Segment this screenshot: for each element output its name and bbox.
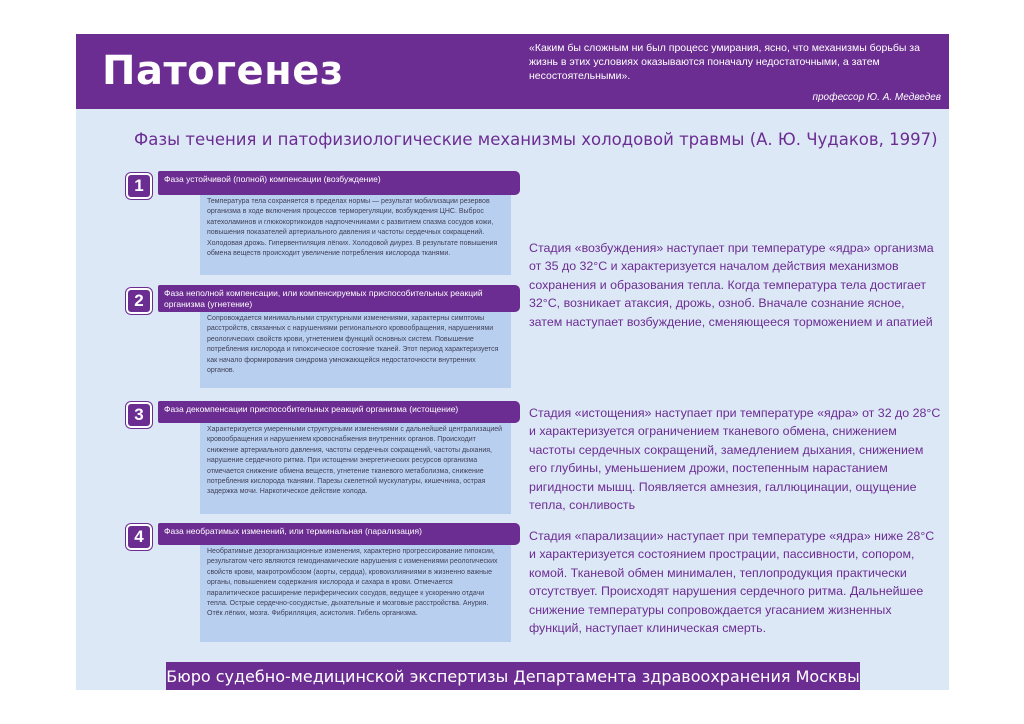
footer-banner: Бюро судебно-медицинской экспертизы Департамента здравоохранения Москвы — [166, 662, 860, 690]
phase-3-description: Характеризуется умеренными структурными изменениями с дальнейшей централизацией кровообращения и нарушением кровоснабжения внутренних органов. Происходит снижение артериального давления, частоты сердечных сокращений, частоты дыхания, нарушение сердечного ритма. При истощении энергетических ресурсов организма отмечается снижение обмена веществ, угнетение тканевого метаболизма, снижение потребления кислорода тканями. Парезы скелетной мускулатуры, кишечника, острая задержка мочи. Наркотическое действие холода. — [200, 423, 511, 514]
subtitle: Фазы течения и патофизиологические механизмы холодовой травмы (А. Ю. Чудаков, 1997) — [134, 130, 938, 149]
stage-exhaustion-text: Стадия «истощения» наступает при температуре «ядра» от 32 до 28°С и характеризуется ограничением тканевого обмена, снижением частоты сердечных сокращений, замедлением дыхания, снижением его глубины, уменьшением дрожи, постепенным нарастанием ригидности мышц. Появляется амнезия, галлюцинации, ощущение тепла, сонливость — [529, 406, 941, 513]
phase-1-description: Температура тела сохраняется в пределах нормы — результат мобилизации резервов организма в ходе включения процессов терморегуляции, возбуждения ЦНС. Выброс катехоламинов и глюкокортикоидов надпочечниками с развитием спазма сосудов кожи, повышения показателей артериального давления и частоты сердечных сокращений. Холодовая дрожь. Гипервентиляция лёгких. Холодовой диурез. В результате повышения обмена веществ происходит увеличение потребления кислорода тканями. — [200, 195, 511, 275]
quote-author: профессор Ю. А. Медведев — [812, 92, 941, 103]
phase-2-number: 2 — [126, 288, 152, 314]
phase-4-title: Фаза необратимых изменений, или терминальная (парализация) — [158, 523, 520, 545]
slide — [76, 34, 949, 690]
phase-3-title: Фаза декомпенсации приспособительных реакций организма (истощение) — [158, 401, 520, 423]
header-banner — [76, 34, 949, 109]
phase-4-number: 4 — [126, 524, 152, 550]
phase-1-title: Фаза устойчивой (полной) компенсации (возбуждение) — [158, 171, 520, 195]
stage-excitation-text: Стадия «возбуждения» наступает при температуре «ядра» организма от 35 до 32°С и характеризуется началом действия механизмов сохранения и образования тепла. Когда температура тела достигает 32°С, возникает атаксия, дрожь, озноб. Вначале сознание ясное, затем наступает возбуждение, сменяющееся торможением и апатией — [529, 241, 934, 329]
epigraph-quote: «Каким бы сложным ни был процесс умирания, ясно, что механизмы борьбы за жизнь в этих условиях оказываются поначалу недостаточными, а затем несостоятельными». — [529, 42, 920, 82]
phase-2-title: Фаза неполной компенсации, или компенсируемых приспособительных реакций организма (угнетение) — [158, 285, 520, 312]
phase-3-number: 3 — [126, 402, 152, 428]
page-title: Патогенез — [102, 48, 344, 94]
phase-1-number: 1 — [126, 173, 152, 199]
phase-4-description: Необратимые дезорганизационные изменения, характерно прогрессирование гипоксии, результатом чего являются гемодинамические нарушения с изменениями реологических свойств крови, макротромбозом (аорты, сердца), кровоизлияниями в жизненно важные органы, повышением содержания кислорода и сахара в крови. Отмечается паралитическое расширение периферических сосудов, ведущее к ускорению отдачи тепла. Острые сердечно-сосудистые, дыхательные и мозговые расстройства. Анурия. Отёк лёгких, мозга. Фибрилляция, асистолия. Гибель организма. — [200, 545, 511, 642]
phase-2-description: Сопровождается минимальными структурными изменениями, характерны симптомы расстройств, связанных с нарушениями регионального кровообращения, нарушениями реологических свойств крови, угнетением функций основных систем. Повышение потребления кислорода и гипоксическое состояние тканей. Этот период характеризуется как начало формирования синдрома умножающейся недостаточности внутренних органов. — [200, 312, 511, 388]
stage-paralysis-text: Стадия «парализации» наступает при температуре «ядра» ниже 28°С и характеризуется состоянием прострации, пассивности, сопором, комой. Тканевой обмен минимален, теплопродукция практически отсутствует. Происходят нарушения сердечного ритма. Дальнейшее снижение температуры сопровождается угасанием жизненных функций, наступает клиническая смерть. — [529, 529, 935, 636]
